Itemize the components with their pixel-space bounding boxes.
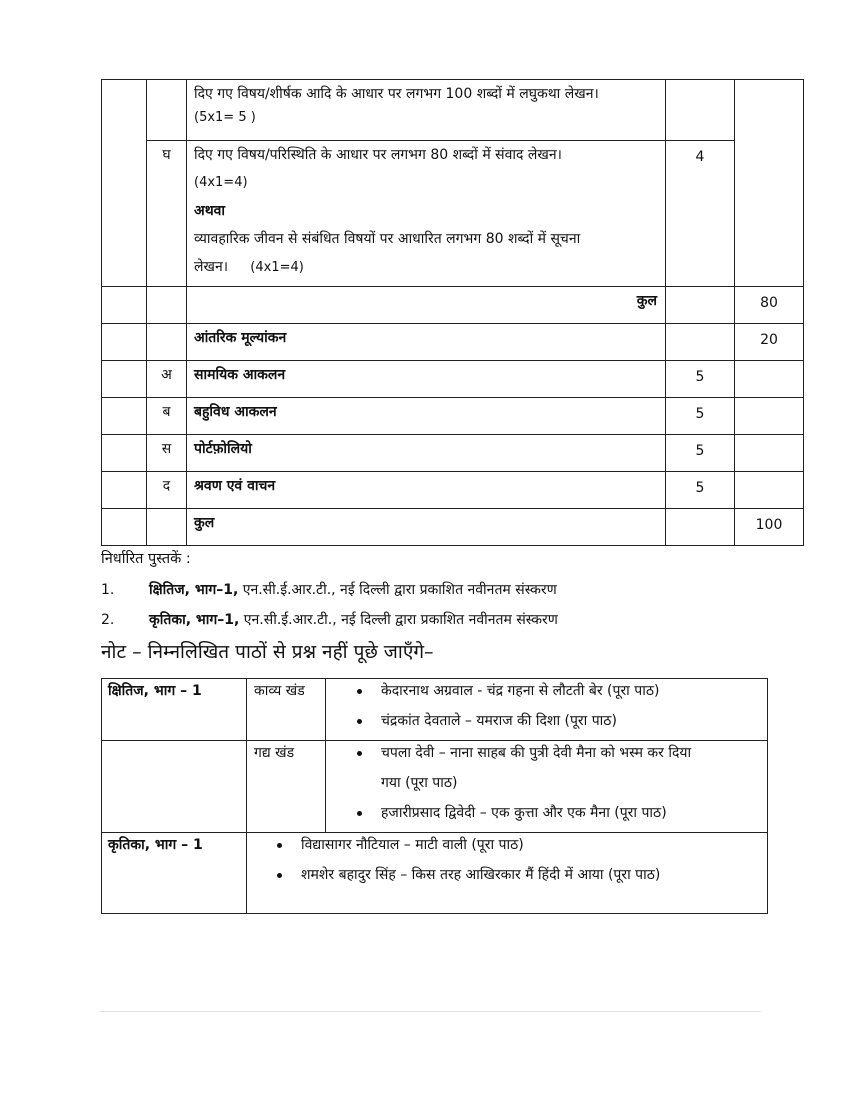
row-description: दिए गए विषय/परिस्थिति के आधार पर लगभग 80 शब्दों में संवाद लेखन। xyxy=(194,147,562,163)
internal-assessment-value: 20 xyxy=(735,324,804,361)
book-name: क्षितिज, भाग–1, xyxy=(149,582,239,598)
row-marks: 4 xyxy=(666,141,735,287)
assessment-label: सामयिक आकलन xyxy=(187,361,666,398)
book-name: कृतिका, भाग–1, xyxy=(149,612,240,628)
table-row xyxy=(102,324,804,361)
row-formula: (4x1=4) xyxy=(250,260,304,275)
table-row xyxy=(102,398,804,435)
table-row xyxy=(102,435,804,472)
section-label: काव्य खंड xyxy=(254,683,305,699)
total-label: कुल xyxy=(187,509,666,546)
bullet-icon xyxy=(357,811,362,816)
table-row xyxy=(102,287,804,324)
row-letter: अ xyxy=(147,361,187,398)
book-publisher: एन.सी.ई.आर.टी., नई दिल्ली द्वारा प्रकाशित नवीनतम संस्करण xyxy=(238,582,557,598)
table-row xyxy=(102,509,804,546)
assessment-marks: 5 xyxy=(666,472,735,509)
book-item xyxy=(101,610,558,629)
marks-table xyxy=(101,79,804,546)
assessment-marks: 5 xyxy=(666,398,735,435)
row-formula: (4x1=4) xyxy=(194,175,248,190)
table-row xyxy=(102,141,804,287)
row-letter: घ xyxy=(147,141,187,287)
book-title: कृतिका, भाग – 1 xyxy=(108,837,203,853)
divider xyxy=(246,678,247,914)
total-value: 100 xyxy=(735,509,804,546)
books-heading: निर्धारित पुस्तकें : xyxy=(101,551,191,567)
row-description: लेखन। xyxy=(194,259,229,275)
row-letter: स xyxy=(147,435,187,472)
assessment-marks: 5 xyxy=(666,361,735,398)
row-letter: ब xyxy=(147,398,187,435)
total-value: 80 xyxy=(735,287,804,324)
excluded-lesson-continued: गया (पूरा पाठ) xyxy=(381,775,458,791)
section-label: गद्य खंड xyxy=(254,745,295,761)
table-row xyxy=(102,80,804,141)
book-publisher: एन.सी.ई.आर.टी., नई दिल्ली द्वारा प्रकाशित नवीनतम संस्करण xyxy=(239,612,558,628)
book-number: 1. xyxy=(101,582,115,598)
row-formula: (5x1= 5 ) xyxy=(194,110,256,125)
table-row xyxy=(102,472,804,509)
row-description: व्यावहारिक जीवन से संबंधित विषयों पर आधारित लगभग 80 शब्दों में सूचना xyxy=(194,231,581,247)
divider xyxy=(101,832,768,833)
row-letter: द xyxy=(147,472,187,509)
total-label: कुल xyxy=(187,287,666,324)
book-title: क्षितिज, भाग – 1 xyxy=(108,683,202,699)
divider xyxy=(325,678,326,832)
excluded-lesson: हजारीप्रसाद द्विवेदी – एक कुत्ता और एक मैना (पूरा पाठ) xyxy=(381,805,667,821)
bullet-icon xyxy=(277,843,282,848)
internal-assessment-label: आंतरिक मूल्यांकन xyxy=(187,324,666,361)
assessment-marks: 5 xyxy=(666,435,735,472)
assessment-label: श्रवण एवं वाचन xyxy=(187,472,666,509)
assessment-label: पोर्टफ़ोलियो xyxy=(187,435,666,472)
bullet-icon xyxy=(357,719,362,724)
or-label: अथवा xyxy=(194,203,226,219)
table-row xyxy=(102,361,804,398)
assessment-label: बहुविध आकलन xyxy=(187,398,666,435)
row-description: दिए गए विषय/शीर्षक आदि के आधार पर लगभग 100 शब्दों में लघुकथा लेखन। xyxy=(194,86,599,102)
divider xyxy=(101,740,768,741)
excluded-lesson: चपला देवी – नाना साहब की पुत्री देवी मैना को भस्म कर दिया xyxy=(381,745,692,761)
excluded-lesson: केदारनाथ अग्रवाल - चंद्र गहना से लौटती बेर (पूरा पाठ) xyxy=(381,683,660,699)
book-item xyxy=(101,580,557,599)
bullet-icon xyxy=(277,873,282,878)
bullet-icon xyxy=(357,751,362,756)
note-heading: नोट – निम्नलिखित पाठों से प्रश्न नहीं पूछे जाएँगे– xyxy=(101,641,434,663)
exclusions-table xyxy=(101,678,768,914)
bullet-icon xyxy=(357,689,362,694)
excluded-lesson: विद्यासागर नौटियाल – माटी वाली (पूरा पाठ) xyxy=(301,837,524,853)
footer-rule xyxy=(99,1011,761,1012)
book-number: 2. xyxy=(101,612,115,628)
excluded-lesson: शमशेर बहादुर सिंह – किस तरह आखिरकार मैं हिंदी में आया (पूरा पाठ) xyxy=(301,867,661,883)
excluded-lesson: चंद्रकांत देवताले – यमराज की दिशा (पूरा पाठ) xyxy=(381,713,617,729)
